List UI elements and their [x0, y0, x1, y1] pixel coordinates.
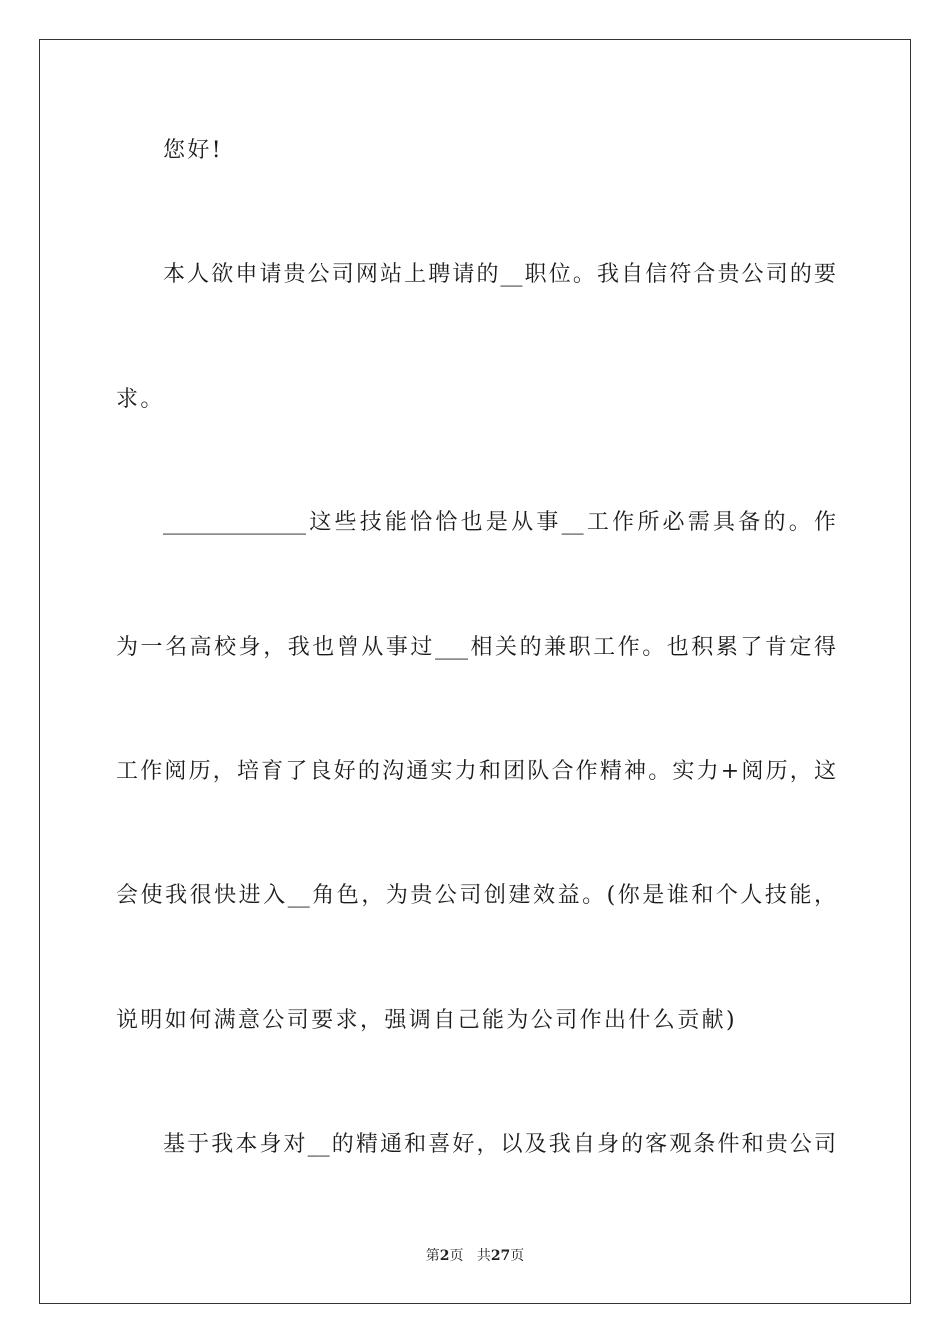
- paragraph-line: _____________这些技能恰恰也是从事__工作所必需具备的。作: [163, 510, 836, 535]
- greeting-line: 您好!: [163, 138, 224, 163]
- paragraph-line: 说明如何满意公司要求，强调自己能为公司作出什么贡献): [116, 1008, 737, 1033]
- footer-page-prefix: 第: [425, 1248, 440, 1264]
- paragraph-line: 本人欲申请贵公司网站上聘请的__职位。我自信符合贵公司的要: [163, 262, 836, 287]
- paragraph-line: 为一名高校身，我也曾从事过___相关的兼职工作。也积累了肯定得: [116, 635, 836, 660]
- paragraph-line: 会使我很快进入__角色，为贵公司创建效益。(你是谁和个人技能，: [116, 883, 836, 908]
- footer-total-pages: 27: [490, 1248, 511, 1264]
- paragraph-line: 基于我本身对__的精通和喜好，以及我自身的客观条件和贵公司: [163, 1132, 836, 1157]
- page-footer: [0, 1247, 950, 1265]
- footer-page-number: 2: [439, 1248, 450, 1264]
- footer-total-prefix: 共: [476, 1248, 491, 1264]
- paragraph-line: 工作阅历，培育了良好的沟通实力和团队合作精神。实力+阅历，这: [116, 759, 836, 784]
- page-border: [39, 39, 911, 1304]
- footer-total-suffix: 页: [510, 1248, 525, 1264]
- paragraph-line: 求。: [116, 387, 165, 412]
- footer-page-suffix: 页: [449, 1248, 464, 1264]
